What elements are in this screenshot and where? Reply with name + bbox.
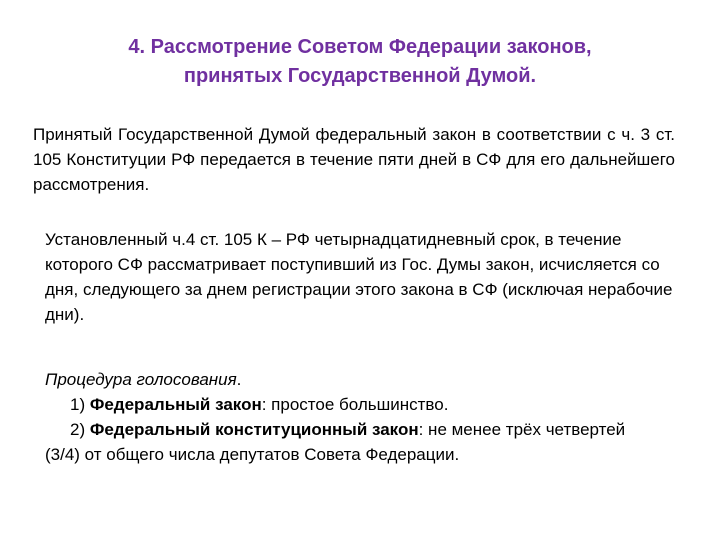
paragraph-transfer: Принятый Государственной Думой федеральный закон в соответствии с ч. 3 ст. 105 Конституции РФ передается в течение пяти дней в СФ для его дальнейшего рассмотрения. <box>33 125 675 194</box>
procedure-item-2 <box>45 417 685 442</box>
slide-title <box>60 33 660 91</box>
procedure-heading: Процедура голосования <box>45 370 237 389</box>
title-line-1: 4. Рассмотрение Советом Федерации законов, <box>128 36 592 58</box>
item-2-rest: : не менее трёх четвертей <box>418 420 626 439</box>
item-1-rest: : простое большинство. <box>261 395 449 414</box>
item-1-number: 1) <box>70 395 90 414</box>
item-2-number: 2) <box>70 420 90 439</box>
procedure-item-1 <box>45 392 685 417</box>
voting-procedure <box>45 367 685 467</box>
paragraph-term: Установленный ч.4 ст. 105 К – РФ четырнадцатидневный срок, в течение которого СФ рассматривает поступивший из Гос. Думы закон, исчисляется со дня, следующего за днем регистрации этого закона в СФ (исключая нерабочие дни). <box>45 230 673 324</box>
item-2-term: Федеральный конституционный закон <box>89 420 419 439</box>
procedure-heading-period: . <box>236 370 242 389</box>
item-1-term: Федеральный закон <box>89 395 262 414</box>
procedure-item-2-continuation: (3/4) от общего числа депутатов Совета Федерации. <box>45 445 460 464</box>
title-line-2: принятых Государственной Думой. <box>183 65 537 87</box>
procedure-heading-line <box>45 367 685 392</box>
